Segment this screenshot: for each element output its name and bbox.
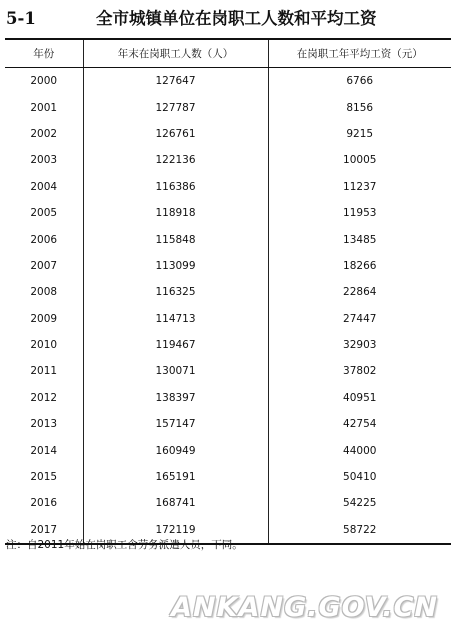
average-wage-cell: 54225 [268, 490, 451, 516]
table-row [5, 226, 451, 252]
year-cell: 2016 [30, 497, 58, 510]
employees-cell: 138397 [83, 385, 268, 411]
table-header-row [5, 39, 451, 68]
employees-cell: 157147 [83, 411, 268, 437]
table-row [5, 437, 451, 463]
header-employees: 年末在岗职工人数（人） [83, 39, 268, 68]
average-wage-cell: 32903 [268, 332, 451, 358]
employees-cell: 172119 [83, 517, 268, 544]
table-row [5, 464, 451, 490]
employees-cell: 168741 [83, 490, 268, 516]
employees-cell: 113099 [83, 253, 268, 279]
average-wage-cell: 9215 [268, 121, 451, 147]
table-number: 5-1 [6, 9, 36, 28]
employees-cell: 126761 [83, 121, 268, 147]
year-cell: 2001 [30, 101, 58, 114]
year-cell: 2012 [30, 391, 58, 404]
employees-cell: 160949 [83, 437, 268, 463]
average-wage-cell: 13485 [268, 226, 451, 252]
table-row [5, 385, 451, 411]
table-row [5, 358, 451, 384]
table-row [5, 253, 451, 279]
table-row [5, 279, 451, 305]
year-cell: 2015 [30, 471, 58, 484]
year-cell: 2003 [30, 154, 58, 167]
table-row [5, 490, 451, 516]
year-cell: 2009 [30, 312, 58, 325]
table-row [5, 332, 451, 358]
watermark-logo: ANKANG.GOV.CN [171, 592, 438, 623]
table-title: 全市城镇单位在岗职工人数和平均工资 [96, 9, 377, 28]
year-cell: 2007 [30, 259, 58, 272]
employees-cell: 119467 [83, 332, 268, 358]
average-wage-cell: 44000 [268, 437, 451, 463]
table-row [5, 121, 451, 147]
year-cell: 2017 [5, 517, 83, 544]
average-wage-cell: 18266 [268, 253, 451, 279]
average-wage-cell: 10005 [268, 147, 451, 173]
table-row [5, 306, 451, 332]
average-wage-cell: 8156 [268, 94, 451, 120]
employees-cell: 165191 [83, 464, 268, 490]
header-average-wage: 在岗职工年平均工资（元） [268, 39, 451, 68]
year-cell: 2004 [30, 180, 58, 193]
year-cell: 2006 [30, 233, 58, 246]
statistics-table [5, 38, 451, 545]
year-cell: 2014 [30, 444, 58, 457]
table-body [5, 68, 451, 545]
footnote: 注：自2011年始在岗职工含劳务派遣人员，下同。 [6, 539, 243, 551]
employees-cell: 118918 [83, 200, 268, 226]
average-wage-cell: 22864 [268, 279, 451, 305]
average-wage-cell: 11237 [268, 174, 451, 200]
employees-cell: 115848 [83, 226, 268, 252]
header-year: 年份 [5, 39, 83, 68]
average-wage-cell: 37802 [268, 358, 451, 384]
year-cell: 2008 [30, 286, 58, 299]
employees-cell: 122136 [83, 147, 268, 173]
average-wage-cell: 6766 [268, 68, 451, 95]
table-row [5, 200, 451, 226]
table-row [5, 411, 451, 437]
average-wage-cell: 27447 [268, 306, 451, 332]
average-wage-cell: 50410 [268, 464, 451, 490]
year-cell: 2005 [30, 207, 58, 220]
year-cell: 2013 [30, 418, 58, 431]
employees-cell: 127647 [83, 68, 268, 95]
employees-cell: 114713 [83, 306, 268, 332]
average-wage-cell: 42754 [268, 411, 451, 437]
employees-cell: 116386 [83, 174, 268, 200]
employees-cell: 116325 [83, 279, 268, 305]
employees-cell: 127787 [83, 94, 268, 120]
average-wage-cell: 40951 [268, 385, 451, 411]
year-cell: 2010 [30, 339, 58, 352]
year-cell: 2011 [30, 365, 58, 378]
average-wage-cell: 11953 [268, 200, 451, 226]
table-row [5, 94, 451, 120]
table-row [5, 68, 451, 95]
year-cell: 2000 [30, 75, 58, 88]
average-wage-cell: 58722 [268, 517, 451, 544]
employees-cell: 130071 [83, 358, 268, 384]
year-cell: 2002 [30, 127, 58, 140]
table-row [5, 147, 451, 173]
page-title [6, 6, 450, 32]
table-row [5, 174, 451, 200]
